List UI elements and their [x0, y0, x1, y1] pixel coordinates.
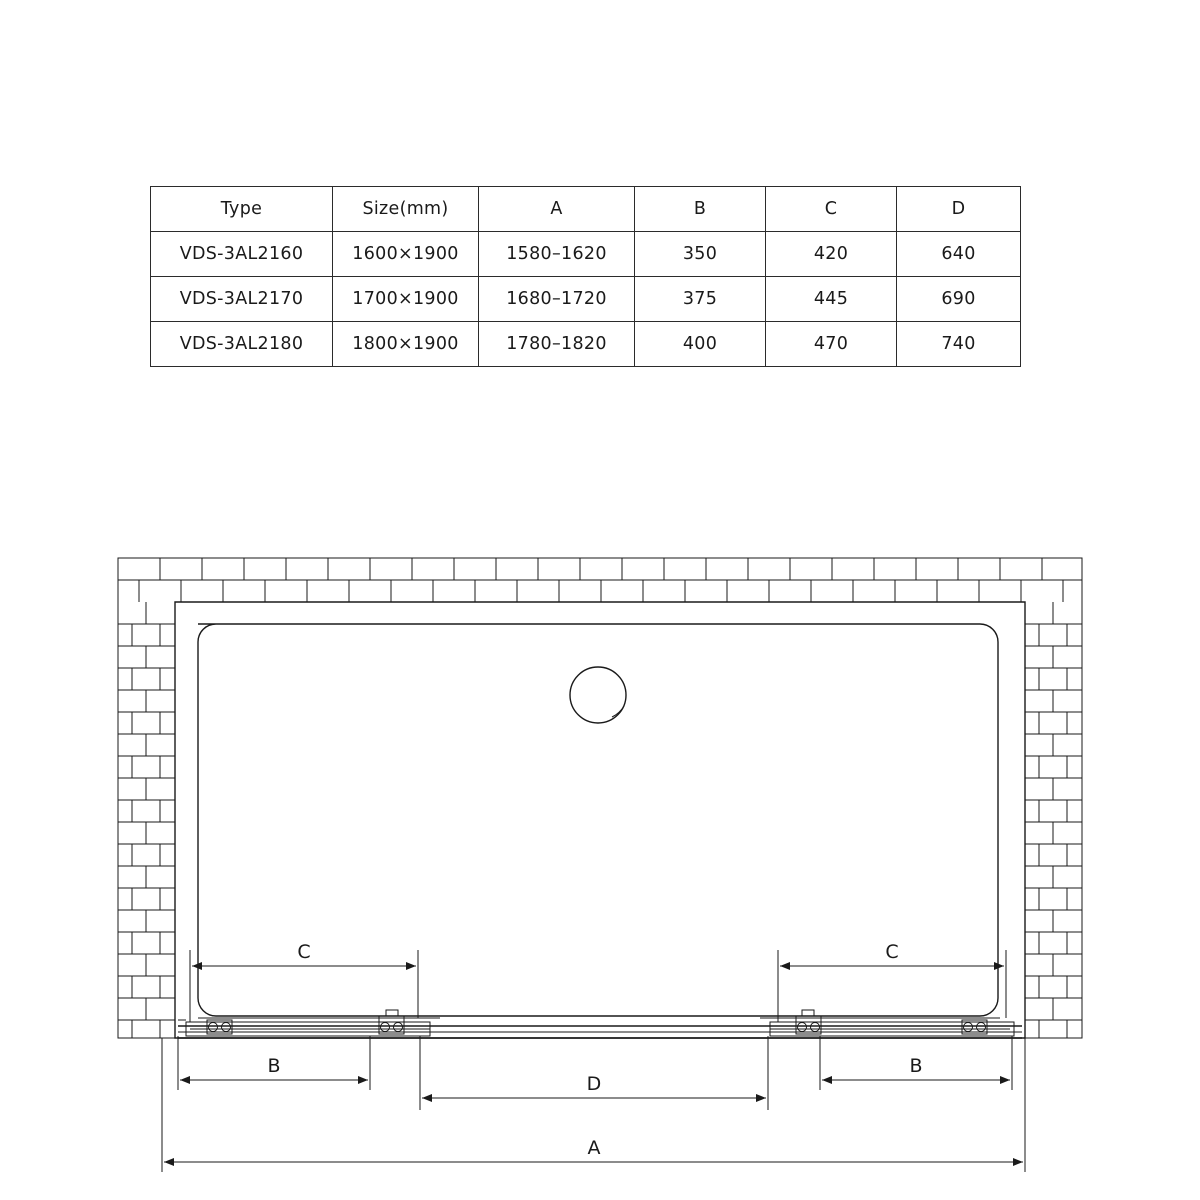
- dimension-label-d-center: D: [586, 1073, 602, 1095]
- cell-a: 1680–1720: [479, 277, 635, 322]
- table-header-row: [151, 187, 1021, 232]
- cell-size: 1700×1900: [333, 277, 479, 322]
- cell-c: 420: [766, 232, 897, 277]
- dimension-d-center: [420, 1036, 768, 1110]
- cell-a: 1580–1620: [479, 232, 635, 277]
- table-row: [151, 322, 1021, 367]
- cell-c: 445: [766, 277, 897, 322]
- cell-c: 470: [766, 322, 897, 367]
- dimension-label-a-overall: A: [587, 1137, 601, 1159]
- dimension-b-right: [820, 1036, 1012, 1090]
- column-header-type: Type: [151, 187, 333, 232]
- column-header-d: D: [897, 187, 1021, 232]
- cell-d: 690: [897, 277, 1021, 322]
- dimension-label-b-right: B: [909, 1055, 923, 1077]
- cell-a: 1780–1820: [479, 322, 635, 367]
- cell-size: 1600×1900: [333, 232, 479, 277]
- shower-door-technical-drawing: [0, 520, 1200, 1200]
- cell-type: VDS-3AL2160: [151, 232, 333, 277]
- spec-table-container: [150, 186, 1020, 367]
- cell-type: VDS-3AL2170: [151, 277, 333, 322]
- dimension-label-c-left: C: [297, 941, 311, 963]
- table-row: [151, 277, 1021, 322]
- table-row: [151, 232, 1021, 277]
- column-header-a: A: [479, 187, 635, 232]
- dimension-c-left: [190, 941, 418, 1022]
- dimension-label-b-left: B: [267, 1055, 281, 1077]
- cell-d: 640: [897, 232, 1021, 277]
- cell-b: 375: [635, 277, 766, 322]
- cell-d: 740: [897, 322, 1021, 367]
- door-handle-knob-icon: [570, 667, 626, 723]
- cell-size: 1800×1900: [333, 322, 479, 367]
- dimension-label-c-right: C: [885, 941, 899, 963]
- cell-type: VDS-3AL2180: [151, 322, 333, 367]
- dimension-b-left: [178, 1036, 370, 1090]
- column-header-c: C: [766, 187, 897, 232]
- spec-table: [150, 186, 1021, 367]
- cell-b: 350: [635, 232, 766, 277]
- bottom-track-assembly: [178, 1010, 1022, 1038]
- column-header-size: Size(mm): [333, 187, 479, 232]
- cell-b: 400: [635, 322, 766, 367]
- column-header-b: B: [635, 187, 766, 232]
- dimension-a-overall: [162, 1038, 1025, 1172]
